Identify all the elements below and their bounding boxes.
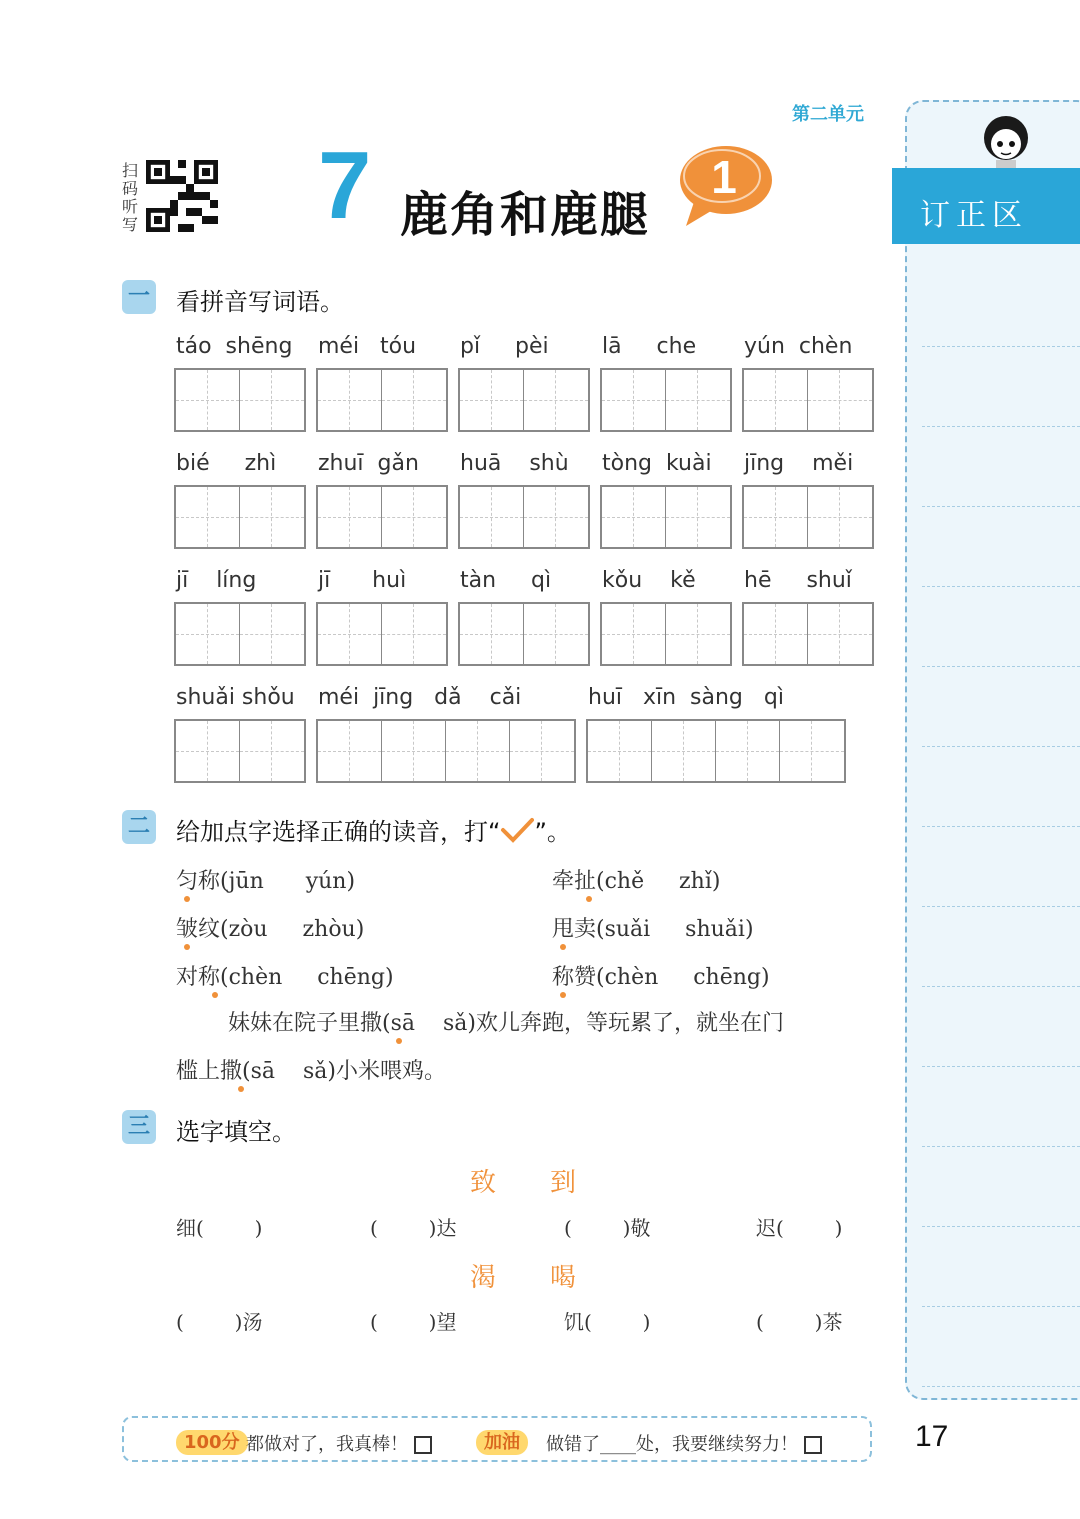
correction-line	[922, 1226, 1080, 1227]
correction-line	[922, 906, 1080, 907]
writing-box[interactable]	[174, 719, 306, 783]
writing-box[interactable]	[600, 602, 732, 666]
character-cell[interactable]	[382, 370, 446, 430]
character-cell[interactable]	[652, 721, 716, 781]
correction-line	[922, 506, 1080, 507]
correction-area	[905, 100, 1080, 1400]
correction-line	[922, 1306, 1080, 1307]
character-cell[interactable]	[588, 721, 652, 781]
character-cell[interactable]	[744, 370, 808, 430]
character-cell[interactable]	[460, 604, 524, 664]
character-cell[interactable]	[240, 721, 304, 781]
pinyin-label: kǒu kě	[602, 568, 696, 593]
correction-line	[922, 986, 1080, 987]
cheer-text-label: 做错了____处，我要继续努力！	[546, 1434, 798, 1455]
character-cell[interactable]	[780, 721, 844, 781]
character-cell[interactable]	[602, 487, 666, 547]
writing-box[interactable]	[458, 602, 590, 666]
character-cell[interactable]	[524, 487, 588, 547]
section1-badge: 一	[122, 280, 156, 314]
fill-blank-1-2[interactable]: ( )达	[370, 1216, 457, 1240]
section2-title	[176, 812, 571, 847]
character-cell[interactable]	[240, 604, 304, 664]
character-cell[interactable]	[602, 604, 666, 664]
writing-box[interactable]	[316, 485, 448, 549]
character-cell[interactable]	[176, 721, 240, 781]
correction-line	[922, 1386, 1080, 1387]
correction-line	[922, 1066, 1080, 1067]
character-cell[interactable]	[460, 370, 524, 430]
qr-caption: 扫码听写	[122, 161, 139, 234]
fill-blank-1-1[interactable]: 细( )	[176, 1216, 263, 1240]
page-number: 17	[915, 1420, 949, 1453]
cartoon-girl-icon	[978, 108, 1038, 170]
fill-blank-2-3[interactable]: 饥( )	[564, 1310, 651, 1334]
character-cell[interactable]	[510, 721, 574, 781]
section2-title-text: 给加点字选择正确的读音，打“	[176, 818, 501, 846]
character-cell[interactable]	[176, 604, 240, 664]
character-cell[interactable]	[666, 604, 730, 664]
writing-box[interactable]	[742, 485, 874, 549]
full-score-checkbox[interactable]	[414, 1436, 432, 1454]
correction-line	[922, 586, 1080, 587]
writing-box[interactable]	[174, 485, 306, 549]
pinyin-label: tàn qì	[460, 568, 552, 593]
character-cell[interactable]	[716, 721, 780, 781]
writing-box[interactable]	[586, 719, 846, 783]
section2-badge: 二	[122, 810, 156, 844]
character-cell[interactable]	[318, 370, 382, 430]
full-score-text-label: 都做对了，我真棒！	[246, 1434, 408, 1455]
character-cell[interactable]	[744, 604, 808, 664]
pinyin-label: jī líng	[176, 568, 257, 593]
character-cell[interactable]	[460, 487, 524, 547]
character-cell[interactable]	[382, 487, 446, 547]
pinyin-label: lā che	[602, 334, 697, 359]
writing-box[interactable]	[600, 368, 732, 432]
lesson-number: 7	[318, 132, 372, 239]
section3-title: 选字填空。	[176, 1118, 296, 1146]
cheer-badge	[476, 1428, 528, 1454]
pinyin-label: méi jīng dǎ cǎi	[318, 685, 522, 710]
correction-line	[922, 666, 1080, 667]
character-cell[interactable]	[446, 721, 510, 781]
lesson-part-number: 1	[711, 151, 737, 203]
char-choice-1b: 到	[550, 1168, 577, 1198]
fill-blank-1-3[interactable]: ( )敬	[564, 1216, 651, 1240]
pinyin-label: hē shuǐ	[744, 568, 852, 593]
character-cell[interactable]	[666, 370, 730, 430]
character-cell[interactable]	[808, 604, 872, 664]
pinyin-label: pǐ pèi	[460, 334, 549, 359]
char-choice-1a: 致	[470, 1168, 497, 1198]
choice-item-left-2[interactable]: 皱纹(zòu zhòu)	[176, 917, 365, 942]
fill-blank-1-4[interactable]: 迟( )	[756, 1216, 843, 1240]
pinyin-label: huī xīn sàng qì	[588, 685, 784, 710]
emphasis-dot	[586, 896, 592, 902]
writing-box[interactable]	[742, 368, 874, 432]
full-score-badge	[176, 1428, 248, 1454]
choice-item-left-3[interactable]: 对称(chèn chēng)	[176, 965, 394, 990]
lesson-title: 鹿角和鹿腿	[400, 187, 651, 243]
section2-title-end: ”。	[534, 818, 571, 846]
correction-line	[922, 346, 1080, 347]
fill-blank-2-2[interactable]: ( )望	[370, 1310, 457, 1334]
qr-code-icon[interactable]	[146, 160, 218, 232]
character-cell[interactable]	[318, 487, 382, 547]
character-cell[interactable]	[808, 370, 872, 430]
char-choice-2a: 渴	[470, 1263, 497, 1293]
char-choice-2b: 喝	[550, 1263, 577, 1293]
unit-label: 第二单元	[792, 104, 864, 125]
character-cell[interactable]	[666, 487, 730, 547]
pinyin-label: huā shù	[460, 451, 569, 476]
writing-box[interactable]	[316, 719, 576, 783]
correction-line	[922, 746, 1080, 747]
emphasis-dot	[396, 1038, 402, 1044]
writing-box[interactable]	[316, 602, 448, 666]
choice-item-left-1[interactable]: 匀称(jūn yún)	[176, 869, 356, 894]
pinyin-label: tòng kuài	[602, 451, 712, 476]
writing-box[interactable]	[458, 368, 590, 432]
character-cell[interactable]	[176, 487, 240, 547]
emphasis-dot	[212, 992, 218, 998]
full-score-text	[246, 1430, 432, 1456]
pinyin-label: jīng měi	[744, 451, 854, 476]
pinyin-label: jī huì	[318, 568, 407, 593]
emphasis-dot	[184, 896, 190, 902]
writing-box[interactable]	[316, 368, 448, 432]
sentence-line-2[interactable]: 槛上撒(sā sǎ)小米喂鸡。	[176, 1059, 446, 1084]
pinyin-label: méi tóu	[318, 334, 417, 359]
full-score-label: 100分	[176, 1430, 248, 1455]
character-cell[interactable]	[382, 604, 446, 664]
pinyin-label: táo shēng	[176, 334, 293, 359]
correction-line	[922, 1146, 1080, 1147]
writing-box[interactable]	[174, 368, 306, 432]
character-cell[interactable]	[808, 487, 872, 547]
choice-item-right-2[interactable]: 甩卖(suǎi shuǎi)	[552, 917, 754, 942]
character-cell[interactable]	[382, 721, 446, 781]
emphasis-dot	[184, 944, 190, 950]
writing-box[interactable]	[174, 602, 306, 666]
correction-line	[922, 426, 1080, 427]
section3-badge: 三	[122, 1110, 156, 1144]
checkmark-icon	[500, 816, 534, 844]
character-cell[interactable]	[240, 370, 304, 430]
cheer-checkbox[interactable]	[804, 1436, 822, 1454]
choice-item-right-1[interactable]: 牵扯(chě zhǐ)	[552, 869, 721, 894]
cheer-text	[546, 1430, 822, 1456]
character-cell[interactable]	[602, 370, 666, 430]
correction-line	[922, 826, 1080, 827]
character-cell[interactable]	[318, 604, 382, 664]
character-cell[interactable]	[524, 370, 588, 430]
character-cell[interactable]	[240, 487, 304, 547]
pinyin-label: shuǎi shǒu	[176, 685, 295, 710]
character-cell[interactable]	[176, 370, 240, 430]
emphasis-dot	[560, 992, 566, 998]
character-cell[interactable]	[318, 721, 382, 781]
pinyin-label: yún chèn	[744, 334, 853, 359]
character-cell[interactable]	[524, 604, 588, 664]
cheer-label: 加油	[476, 1430, 528, 1455]
correction-title: 订正区	[920, 198, 1028, 233]
emphasis-dot	[560, 944, 566, 950]
character-cell[interactable]	[744, 487, 808, 547]
choice-item-right-3[interactable]: 称赞(chèn chēng)	[552, 965, 770, 990]
sentence-line-1[interactable]: 妹妹在院子里撒(sā sǎ)欢儿奔跑，等玩累了，就坐在门	[228, 1011, 784, 1036]
writing-box[interactable]	[742, 602, 874, 666]
writing-box[interactable]	[600, 485, 732, 549]
fill-blank-2-4[interactable]: ( )茶	[756, 1310, 843, 1334]
pinyin-label: bié zhì	[176, 451, 277, 476]
pinyin-label: zhuī gǎn	[318, 451, 419, 476]
emphasis-dot	[238, 1086, 244, 1092]
fill-blank-2-1[interactable]: ( )汤	[176, 1310, 263, 1334]
writing-box[interactable]	[458, 485, 590, 549]
section1-title: 看拼音写词语。	[176, 288, 344, 316]
